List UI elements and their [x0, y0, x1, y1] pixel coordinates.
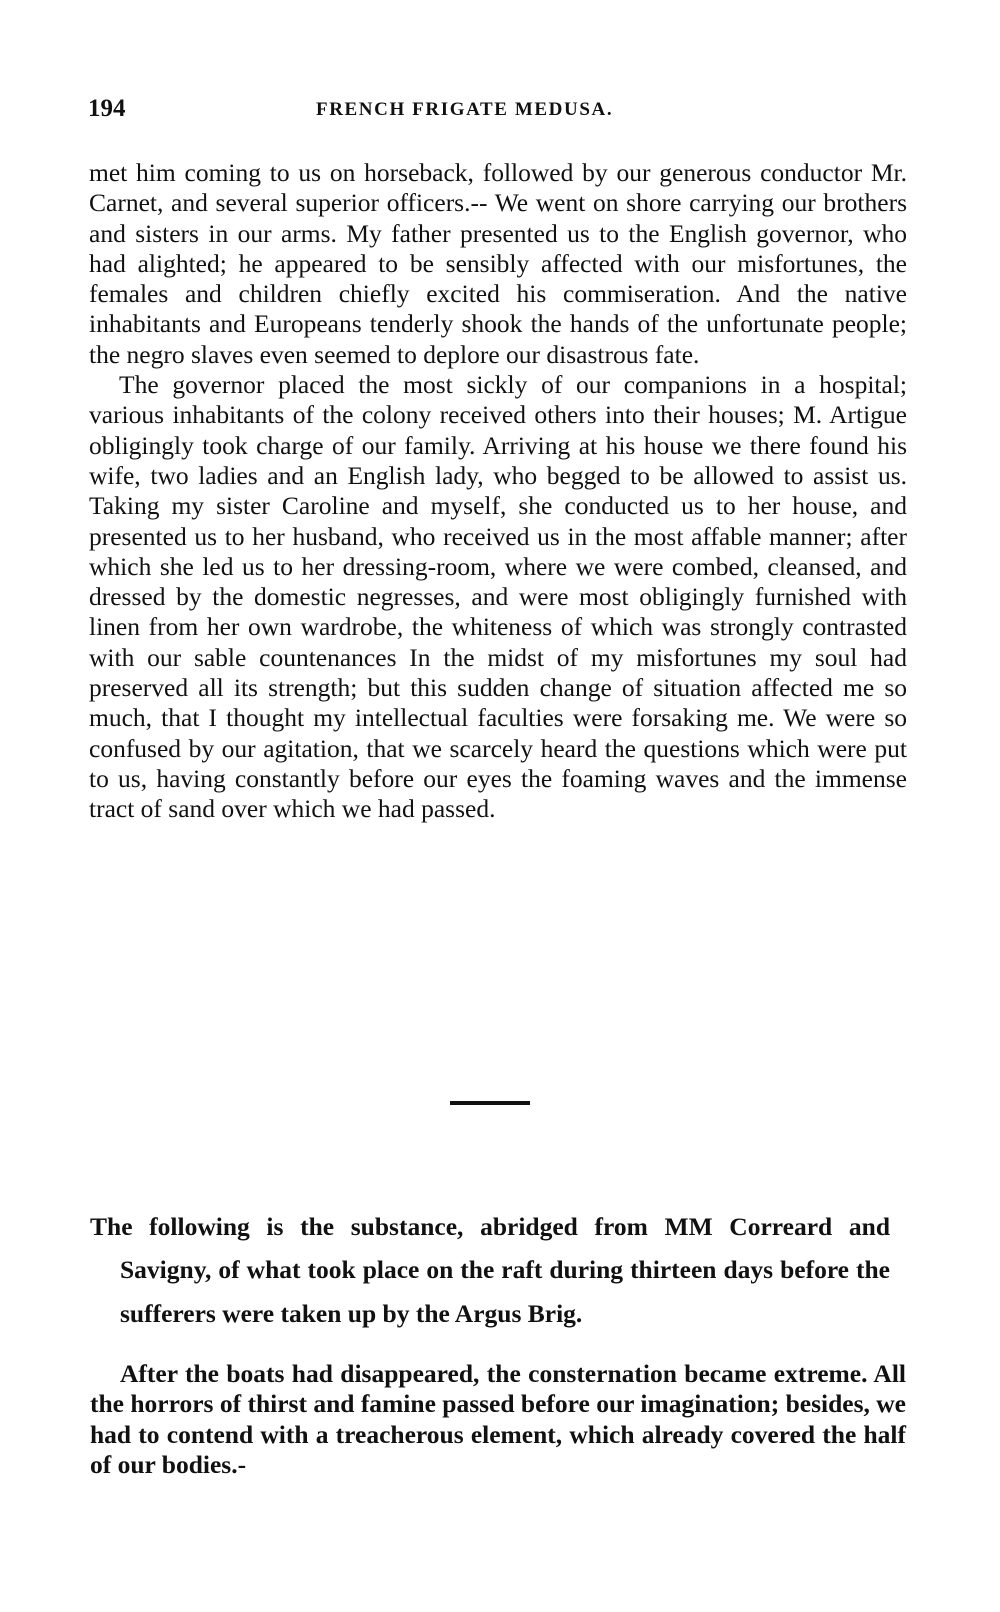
paragraph-1: met him coming to us on horseback, followed by our generous conductor Mr. Carnet, and several superior officers.-- We went on shore carrying our brothers and sisters in our arms. My father presented us to the English governor, who had alighted; he appeared to be sensibly affected with our misfortunes, the females and children chiefly excited his commiseration. And the native inhabitants and Europeans tenderly shook the hands of the unfortunate people; the negro slaves even seemed to deplore our disastrous fate. [89, 158, 907, 369]
body-text [89, 158, 907, 825]
raft-paragraph: After the boats had disappeared, the consternation became extreme. All the horrors of thirst and famine passed before our imagination; besides, we had to contend with a treacherous element, which already covered the half of our bodies.- [90, 1358, 906, 1479]
running-title: FRENCH FRIGATE MEDUSA. [316, 99, 614, 120]
section-divider [450, 1101, 530, 1105]
page-number: 194 [88, 95, 126, 122]
paragraph-2: The governor placed the most sickly of our companions in a hospital; various inhabitants of the colony received others into their houses; M. Artigue obligingly took charge of our family. Arriving at his house we there found his wife, two ladies and an English lady, who begged to be allowed to assist us. Taking my sister Caroline and myself, she conducted us to her house, and presented us to her husband, who received us in the most affable manner; after which she led us to her dressing-room, where we were combed, cleansed, and dressed by the domestic negresses, and were most obligingly furnished with linen from her own wardrobe, the whiteness of which was strongly contrasted with our sable countenances In the midst of my misfortunes my soul had preserved all its strength; but this sudden change of situation affected me so much, that I thought my intellectual faculties were forsaking me. We were so confused by our agitation, that we scarcely heard the questions which were put to us, having constantly before our eyes the foaming waves and the immense tract of sand over which we had passed. [89, 370, 907, 824]
section-intro: The following is the substance, abridged from MM Correard and Savigny, of what took place on the raft during thirteen days before the sufferers were taken up by the Argus Brig. [90, 1211, 890, 1328]
page-header [88, 95, 908, 129]
